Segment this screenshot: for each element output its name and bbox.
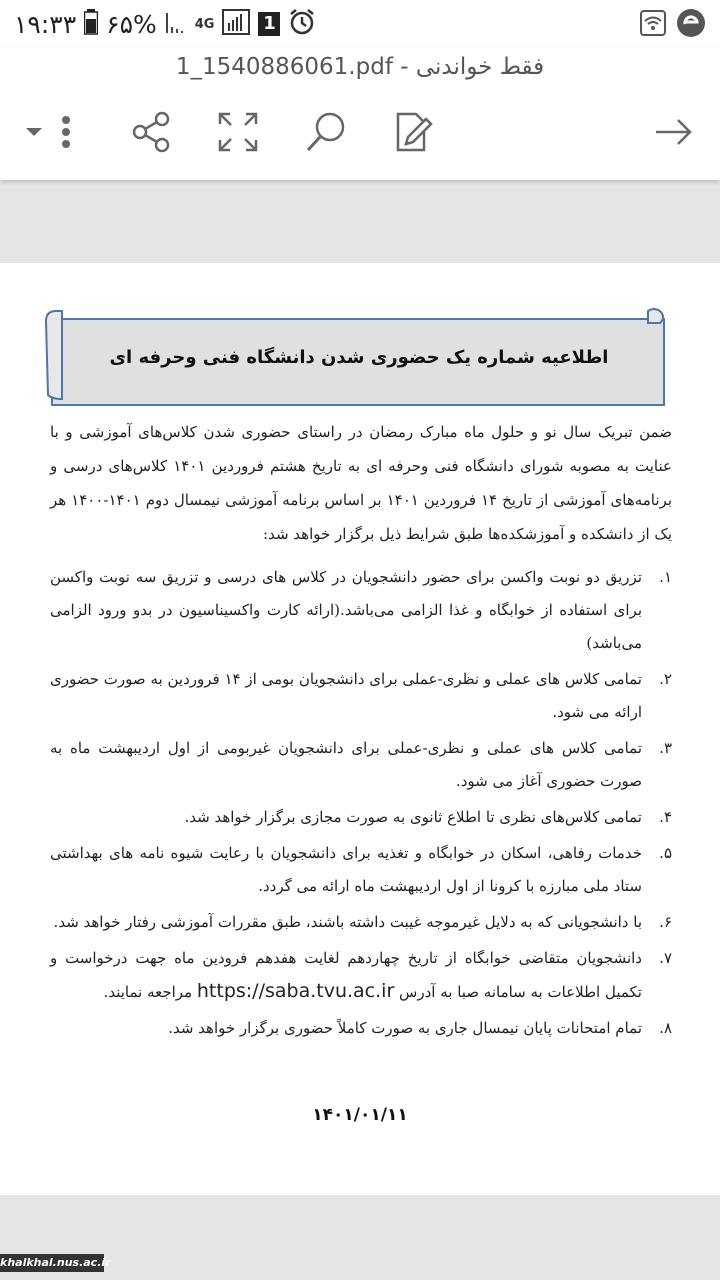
status-right bbox=[640, 8, 706, 42]
list-item-text: تمامی کلاس‌های نظری تا اطلاع ثانوی به صورت مجازی برگزار خواهد شد. bbox=[184, 808, 642, 826]
list-item-text: تزریق دو نوبت واکسن برای حضور دانشجویان در کلاس های درسی و تزریق سه نوبت واکسن برای استفاده از خوابگاه و غذا الزامی می‌باشد.(ارائه کارت واکسیناسیون در بدو ورود الزامی می‌باشد) bbox=[50, 568, 642, 652]
list-item-number: ۲. bbox=[659, 670, 672, 688]
conditions-list bbox=[50, 561, 672, 1048]
list-item-text bbox=[50, 942, 642, 1009]
edit-document-button[interactable] bbox=[392, 110, 436, 154]
signal-strength-icon bbox=[222, 9, 250, 39]
list-item-text-before: دانشجویان متقاضی خوابگاه از تاریخ چهاردهم لغایت هفدهم فرودین ماه جهت درخواست و تکمیل اطلاعات به سامانه صبا به آدرس bbox=[50, 949, 642, 1001]
status-time: ۱۹:۳۳ bbox=[14, 9, 77, 39]
document-date: ۱۴۰۱/۰۱/۱۱ bbox=[312, 1105, 408, 1125]
fullscreen-icon bbox=[216, 110, 260, 154]
signal-icon bbox=[165, 9, 187, 39]
list-item bbox=[50, 906, 672, 939]
list-item-text-after: مراجعه نمایند. bbox=[103, 983, 197, 1001]
file-title: 1_1540886061.pdf - فقط خواندنی bbox=[175, 54, 545, 80]
list-item-text: خدمات رفاهی، اسکان در خوابگاه و تغذیه برای دانشجویان با رعایت شیوه نامه های بهداشتی ستاد ملی مبارزه با کرونا از اول اردیبهشت ماه ارائه می گردد. bbox=[50, 844, 642, 895]
intro-paragraph: ضمن تبریک سال نو و حلول ماه مبارک رمضان در راستای حضوری شدن کلاس‌های آموزشی و با عنایت به مصوبه شورای دانشگاه فنی وحرفه ای به تاریخ هشتم فروردین ۱۴۰۱ کلاس‌های درسی و برنامه‌های آموزشی از تاریخ ۱۴ فروردین ۱۴۰۱ بر اساس برنامه آموزشی نیمسال دوم ۱۴۰۱-۱۴۰۰ هر یک از دانشکده و آموزشکده‌ها طبق شرایط ذیل برگزار خواهد شد: bbox=[50, 423, 673, 543]
list-item-number: ۴. bbox=[659, 808, 672, 826]
more-options-button[interactable] bbox=[22, 110, 82, 154]
list-item-text: تمامی کلاس های عملی و نظری-عملی برای دانشجویان بومی از ۱۴ فروردین به صورت حضوری ارائه می شود. bbox=[50, 670, 642, 721]
list-item bbox=[50, 837, 672, 903]
list-item-number: ۸. bbox=[659, 1019, 672, 1037]
battery-icon bbox=[84, 9, 98, 39]
saba-url-link[interactable]: https://saba.tvu.ac.ir bbox=[196, 980, 395, 1002]
network-type: 4G bbox=[194, 16, 215, 32]
list-item bbox=[50, 732, 672, 798]
list-item bbox=[50, 663, 672, 729]
share-icon bbox=[130, 110, 174, 154]
wifi-icon bbox=[640, 10, 666, 40]
fullscreen-button[interactable] bbox=[216, 110, 260, 154]
list-item bbox=[50, 1012, 672, 1045]
list-item-number: ۷. bbox=[659, 949, 672, 967]
list-item-number: ۶. bbox=[659, 913, 672, 931]
status-left bbox=[14, 8, 316, 40]
list-item-text: تمامی کلاس های عملی و نظری-عملی برای دانشجویان غیربومی از اول اردیبهشت ماه به صورت حضوری آغاز می شود. bbox=[50, 739, 642, 790]
list-item bbox=[50, 942, 672, 1009]
list-item-number: ۱. bbox=[659, 568, 672, 586]
more-options-icon bbox=[22, 110, 82, 154]
list-item bbox=[50, 561, 672, 660]
watermark: khalkhal.nus.ac.ir bbox=[0, 1254, 104, 1272]
alarm-icon bbox=[288, 8, 316, 40]
banner-title: اطلاعیه شماره یک حضوری شدن دانشگاه فنی وحرفه ای bbox=[109, 347, 609, 368]
status-bar bbox=[0, 0, 720, 48]
forward-button[interactable] bbox=[652, 110, 696, 154]
list-item-text: تمام امتحانات پایان نیمسال جاری به صورت کاملاً حضوری برگزار خواهد شد. bbox=[168, 1019, 642, 1037]
pdf-viewer-toolbar bbox=[0, 48, 720, 180]
edit-document-icon bbox=[392, 110, 436, 154]
arrow-right-icon bbox=[652, 110, 696, 154]
list-item-number: ۵. bbox=[659, 844, 672, 862]
list-item bbox=[50, 801, 672, 834]
search-icon bbox=[304, 110, 348, 154]
battery-percent: ۶۵% bbox=[106, 9, 157, 39]
list-item-text: با دانشجویانی که به دلایل غیرموجه غیبت داشته باشند، طبق مقررات آموزشی رفتار خواهد شد. bbox=[53, 913, 642, 931]
search-button[interactable] bbox=[304, 110, 348, 154]
pdf-page bbox=[0, 263, 720, 1195]
list-item-number: ۳. bbox=[659, 739, 672, 757]
share-button[interactable] bbox=[130, 110, 174, 154]
app-logo-icon bbox=[676, 8, 706, 42]
notification-count-badge: 1 bbox=[258, 12, 280, 36]
